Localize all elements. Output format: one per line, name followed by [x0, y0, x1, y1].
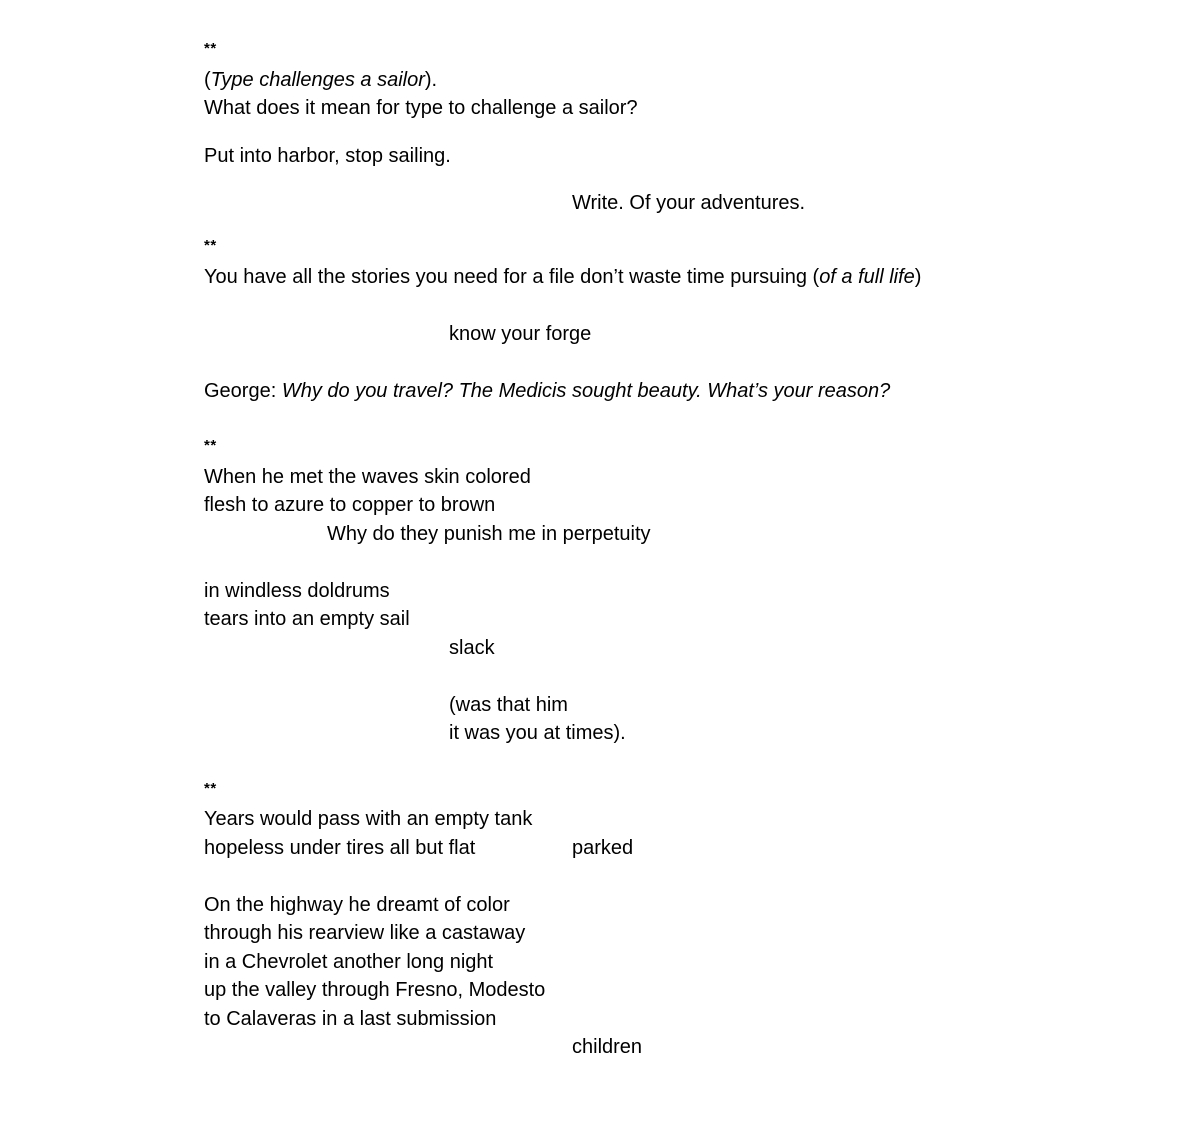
- section-separator: **: [204, 237, 217, 254]
- poem-line: hopeless under tires all but flat: [204, 837, 476, 859]
- poem-line: Why do they punish me in perpetuity: [327, 523, 651, 545]
- poem-line: What does it mean for type to challenge a sailor?: [204, 97, 638, 119]
- poem-line: through his rearview like a castaway: [204, 922, 526, 944]
- poem-line: up the valley through Fresno, Modesto: [204, 979, 546, 1001]
- poem-line: parked: [572, 837, 634, 859]
- poem-line: Put into harbor, stop sailing.: [204, 145, 451, 167]
- poem-line: it was you at times).: [449, 722, 626, 744]
- poem-line: in windless doldrums: [204, 580, 390, 602]
- poem-line: know your forge: [449, 323, 592, 345]
- poem-line: When he met the waves skin colored: [204, 466, 531, 488]
- line-text: You have all the stories you need for a file don’t waste time pursuing (: [204, 266, 820, 288]
- section-separator: **: [204, 40, 217, 57]
- italic-phrase: of a full life: [819, 266, 915, 288]
- poem-line: (was that him: [449, 694, 568, 716]
- poem-line: Write. Of your adventures.: [572, 192, 806, 214]
- italic-phrase: Why do you travel? The Medicis sought beauty. What’s your reason?: [281, 380, 891, 402]
- poem-line: flesh to azure to copper to brown: [204, 494, 496, 516]
- section-separator: **: [204, 780, 217, 797]
- poem-line: [204, 68, 437, 92]
- poem-line: [204, 265, 921, 289]
- line-text: (: [204, 69, 211, 91]
- poem-line: slack: [449, 637, 495, 659]
- poem-line: children: [572, 1036, 643, 1058]
- line-text: ).: [424, 69, 438, 91]
- line-text: ): [914, 266, 922, 288]
- italic-phrase: Type challenges a sailor: [210, 69, 425, 91]
- section-separator: **: [204, 437, 217, 454]
- poem-line: to Calaveras in a last submission: [204, 1008, 497, 1030]
- poem-line: Years would pass with an empty tank: [204, 808, 533, 830]
- poem-line: On the highway he dreamt of color: [204, 894, 510, 916]
- poem-line: tears into an empty sail: [204, 608, 410, 630]
- speaker-label: George:: [204, 380, 282, 402]
- poem-line: in a Chevrolet another long night: [204, 951, 494, 973]
- poem-line: [204, 379, 890, 403]
